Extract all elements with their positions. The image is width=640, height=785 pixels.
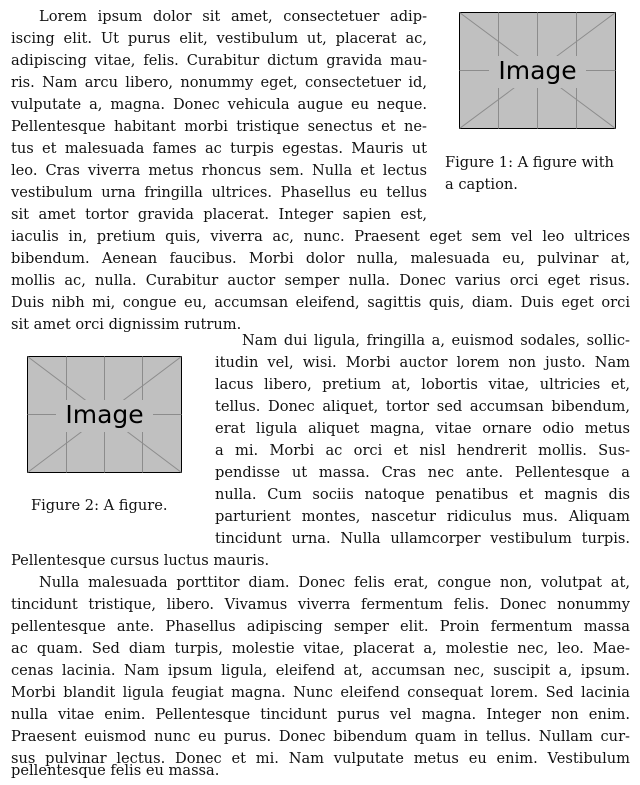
text-line: pellentesque felis eu massa. [11, 762, 220, 779]
text-line: tincidunt tristique, libero. Vivamus viverra fermentum felis. Donec nonummy [11, 596, 630, 613]
text-line: Lorem ipsum dolor sit amet, consectetuer adip- [39, 8, 427, 25]
text-line: tus et malesuada fames ac turpis egestas. Mauris ut [11, 140, 427, 157]
image-placeholder-icon [459, 12, 616, 129]
image-placeholder-label: Image [65, 400, 144, 429]
text-line: nulla. Cum sociis natoque penatibus et magnis dis [215, 486, 630, 503]
text-line: vestibulum urna fringilla ultrices. Phasellus eu tellus [11, 184, 427, 201]
text-line: iscing elit. Ut purus elit, vestibulum ut, placerat ac, [11, 30, 427, 47]
text-line: erat ligula aliquet magna, vitae ornare odio metus [215, 420, 630, 437]
text-line: bibendum. Aenean faucibus. Morbi dolor nulla, malesuada eu, pulvinar at, [11, 250, 630, 267]
text-line: mollis ac, nulla. Curabitur auctor semper nulla. Donec varius orci eget risus. [11, 272, 630, 289]
text-line: lacus libero, pretium at, lobortis vitae, ultricies et, [215, 376, 630, 393]
text-line: vulputate a, magna. Donec vehicula augue eu neque. [11, 96, 427, 113]
figure-2-image [27, 356, 182, 473]
text-line: sit amet orci dignissim rutrum. [11, 316, 242, 333]
text-line: itudin vel, wisi. Morbi auctor lorem non justo. Nam [215, 354, 630, 371]
text-line: sit amet tortor gravida placerat. Integer sapien est, [11, 206, 427, 223]
text-line: parturient montes, nascetur ridiculus mus. Aliquam [215, 508, 630, 525]
text-line: ac quam. Sed diam turpis, molestie vitae, placerat a, molestie nec, leo. Mae- [11, 640, 630, 657]
text-line: leo. Cras viverra metus rhoncus sem. Nulla et lectus [11, 162, 427, 179]
text-line: pellentesque ante. Phasellus adipiscing semper elit. Proin fermentum massa [11, 618, 630, 635]
text-line: Pellentesque habitant morbi tristique senectus et ne- [11, 118, 427, 135]
text-line: a mi. Morbi ac orci et nisl hendrerit mollis. Sus- [215, 442, 630, 459]
caption-line: a caption. [445, 176, 518, 193]
text-line: adipiscing vitae, felis. Curabitur dictum gravida mau- [11, 52, 427, 69]
text-line: ris. Nam arcu libero, nonummy eget, consectetuer id, [11, 74, 427, 91]
text-line: iaculis in, pretium quis, viverra ac, nunc. Praesent eget sem vel leo ultrices [11, 228, 630, 245]
text-line: sus pulvinar lectus. Donec et mi. Nam vulputate metus eu enim. Vestibulum [11, 750, 630, 767]
text-line: pendisse ut massa. Cras nec ante. Pellentesque a [215, 464, 630, 481]
image-placeholder-icon [27, 356, 182, 473]
text-line: tincidunt urna. Nulla ullamcorper vestibulum turpis. [215, 530, 630, 547]
figure-1-image [459, 12, 616, 129]
figure-1-caption [445, 152, 614, 196]
text-line: cenas lacinia. Nam ipsum ligula, eleifend at, accumsan nec, suscipit a, ipsum. [11, 662, 630, 679]
caption-line: Figure 1: A figure with [445, 154, 614, 171]
text-line: tellus. Donec aliquet, tortor sed accumsan bibendum, [215, 398, 630, 415]
text-line: nulla vitae enim. Pellentesque tincidunt purus vel magna. Integer non enim. [11, 706, 630, 723]
text-line: Pellentesque cursus luctus mauris. [11, 552, 270, 569]
text-line: Morbi blandit ligula feugiat magna. Nunc eleifend consequat lorem. Sed lacinia [11, 684, 630, 701]
text-line: Nulla malesuada porttitor diam. Donec felis erat, congue non, volutpat at, [39, 574, 630, 591]
text-line: Nam dui ligula, fringilla a, euismod sodales, sollic- [242, 332, 630, 349]
image-placeholder-label: Image [498, 56, 577, 85]
figure-2-caption: Figure 2: A figure. [31, 497, 168, 514]
text-line: Duis nibh mi, congue eu, accumsan eleifend, sagittis quis, diam. Duis eget orci [11, 294, 630, 311]
text-line: Praesent euismod nunc eu purus. Donec bibendum quam in tellus. Nullam cur- [11, 728, 630, 745]
